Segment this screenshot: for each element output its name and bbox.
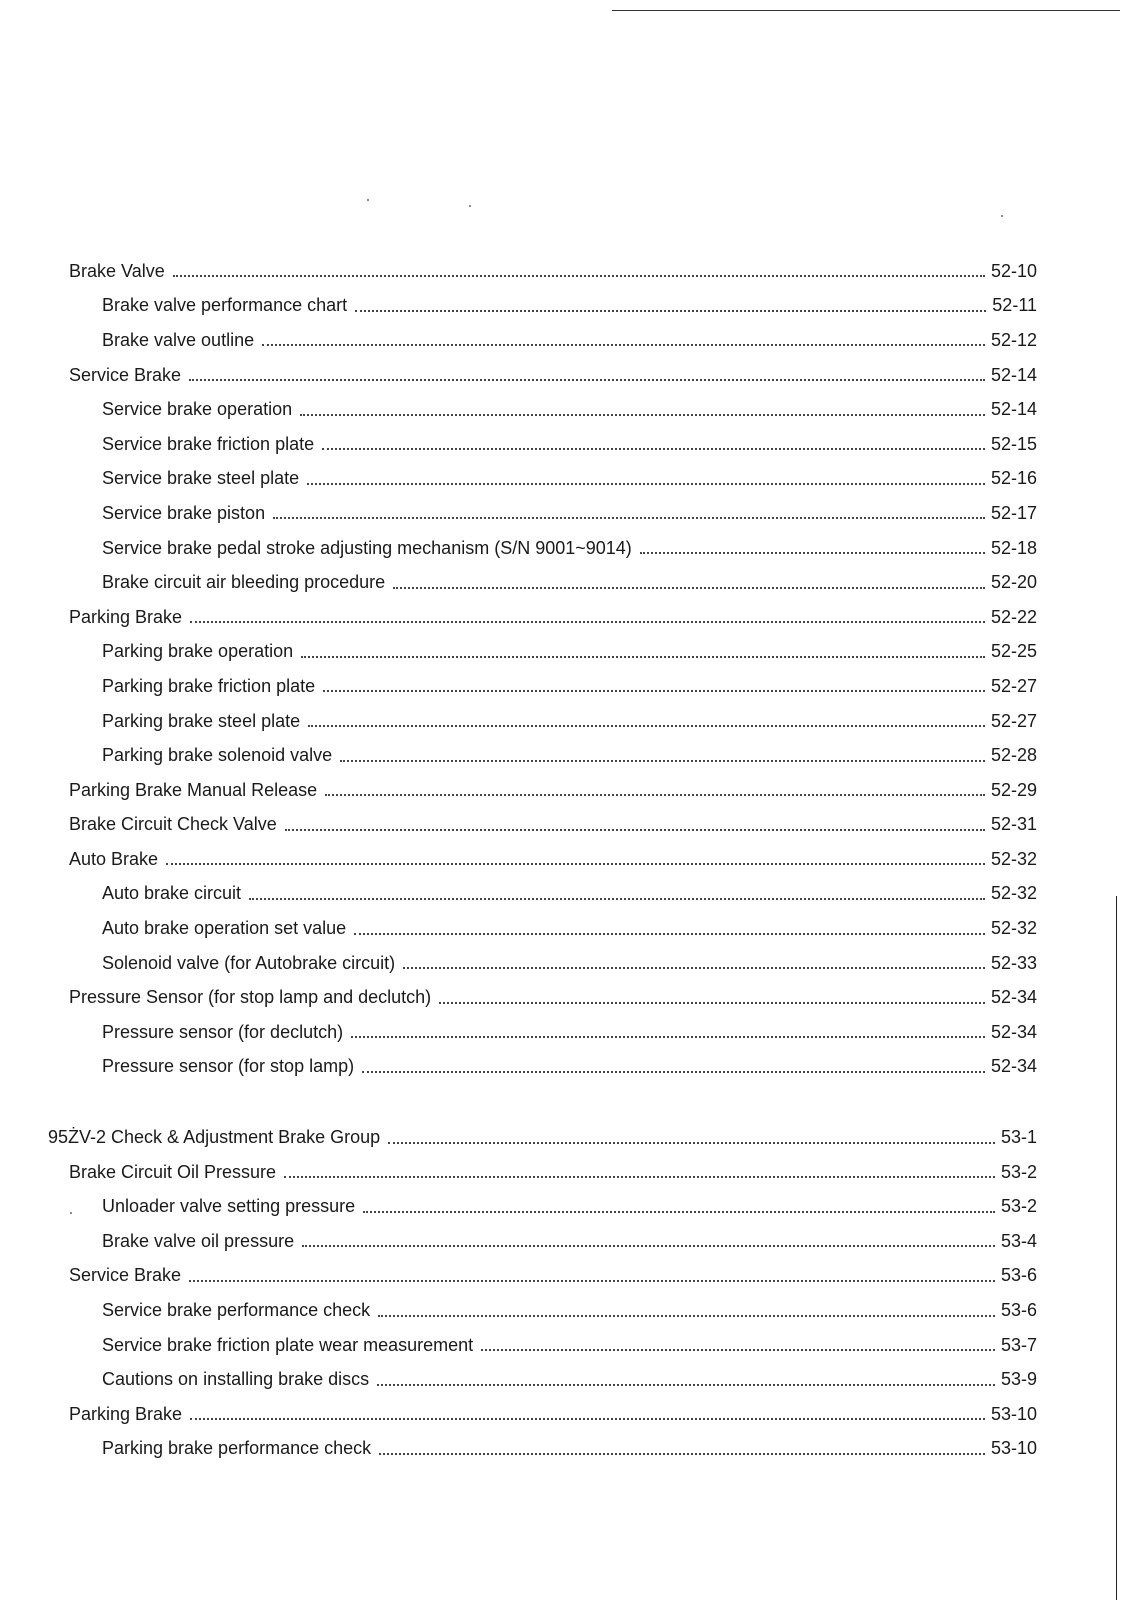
toc-entry[interactable]	[0, 773, 1131, 808]
toc-entry[interactable]	[0, 1189, 1131, 1224]
dot-leader	[481, 1349, 995, 1351]
top-rule	[612, 10, 1120, 11]
toc-entry-title: Parking brake performance check	[102, 1438, 372, 1459]
toc-entry[interactable]	[0, 254, 1131, 289]
toc-entry-page: 53-6	[1000, 1300, 1037, 1321]
toc-entry-title: Brake valve oil pressure	[102, 1230, 295, 1251]
toc-entry[interactable]	[0, 358, 1131, 393]
dot-leader	[640, 552, 985, 554]
dot-leader	[301, 656, 985, 658]
toc-entry[interactable]	[0, 946, 1131, 981]
toc-entry[interactable]	[0, 1397, 1131, 1432]
toc-entry-page: 52-34	[990, 987, 1037, 1008]
dot-leader	[354, 933, 985, 935]
toc-entry-page: 53-10	[990, 1403, 1037, 1424]
dot-leader	[307, 483, 985, 485]
dot-leader	[262, 344, 985, 346]
toc-entry-page: 52-20	[990, 572, 1037, 593]
dot-leader	[173, 275, 985, 277]
toc-entry-page: 53-7	[1000, 1334, 1037, 1355]
toc-entry-title: Service brake friction plate	[102, 433, 315, 454]
toc-entry-page: 52-31	[990, 814, 1037, 835]
dot-leader	[377, 1384, 995, 1386]
toc-entry[interactable]	[0, 1259, 1131, 1294]
toc-entry-title: Parking brake solenoid valve	[102, 745, 333, 766]
toc-entry-page: 52-28	[990, 745, 1037, 766]
toc-entry[interactable]	[0, 1362, 1131, 1397]
toc-entry[interactable]	[0, 1224, 1131, 1259]
toc-entry-page: 52-15	[990, 433, 1037, 454]
toc-entry[interactable]	[0, 565, 1131, 600]
toc-entry[interactable]	[0, 1120, 1131, 1155]
dot-leader	[363, 1211, 995, 1213]
dot-leader	[388, 1142, 995, 1144]
toc-entry-page: 52-12	[990, 329, 1037, 350]
toc-entry-page: 52-14	[990, 399, 1037, 420]
dot-leader	[439, 1002, 985, 1004]
toc-entry-title: Pressure sensor (for stop lamp)	[102, 1056, 355, 1077]
toc-entry-title: Service Brake	[69, 364, 182, 385]
dot-leader	[325, 794, 985, 796]
toc-entry[interactable]	[0, 1155, 1131, 1190]
toc-entry[interactable]	[0, 980, 1131, 1015]
toc-entry-page: 52-27	[990, 710, 1037, 731]
toc-entry[interactable]	[0, 600, 1131, 635]
toc-entry[interactable]	[0, 392, 1131, 427]
toc-entry[interactable]	[0, 1328, 1131, 1363]
toc-entry[interactable]	[0, 704, 1131, 739]
toc-entry[interactable]	[0, 323, 1131, 358]
dot-leader	[362, 1071, 985, 1073]
toc-entry[interactable]	[0, 669, 1131, 704]
toc-entry-title: Brake Circuit Oil Pressure	[69, 1161, 277, 1182]
dot-leader	[378, 1315, 995, 1317]
toc-entry-page: 53-10	[990, 1438, 1037, 1459]
toc-entry[interactable]	[0, 842, 1131, 877]
toc-entry-title: Service brake steel plate	[102, 468, 300, 489]
dot-leader	[190, 1418, 985, 1420]
dot-leader	[393, 587, 985, 589]
toc-entry-title: Service brake pedal stroke adjusting mechanism (S/N 9001~9014)	[102, 537, 632, 558]
toc-entry-title: Parking Brake Manual Release	[69, 779, 318, 800]
dot-leader	[302, 1245, 995, 1247]
dot-leader	[273, 517, 985, 519]
toc-entry-page: 52-34	[990, 1056, 1037, 1077]
scan-speck	[367, 199, 369, 201]
toc-entry-page: 52-34	[990, 1021, 1037, 1042]
toc-entry-title: Brake Valve	[69, 260, 165, 281]
toc-entry-page: 52-25	[990, 641, 1037, 662]
toc-entry-title: Service brake operation	[102, 399, 293, 420]
section-gap	[0, 1084, 1131, 1120]
dot-leader	[285, 829, 985, 831]
dot-leader	[308, 725, 985, 727]
toc-entry-title: Parking brake operation	[102, 641, 294, 662]
dot-leader	[189, 379, 985, 381]
dot-leader	[249, 898, 985, 900]
toc-entry-page: 52-32	[990, 883, 1037, 904]
toc-entry[interactable]	[0, 531, 1131, 566]
toc-entry-title: Parking brake steel plate	[102, 710, 301, 731]
toc-entry-title: Brake valve outline	[102, 329, 255, 350]
toc-entry-title: Parking Brake	[69, 1403, 183, 1424]
toc-entry-page: 53-2	[1000, 1161, 1037, 1182]
toc-entry-title: Unloader valve setting pressure	[102, 1196, 356, 1217]
toc-entry-page: 53-2	[1000, 1196, 1037, 1217]
toc-entry[interactable]	[0, 877, 1131, 912]
dot-leader	[379, 1453, 985, 1455]
toc-entry-page: 52-10	[990, 260, 1037, 281]
toc-entry-page: 53-6	[1000, 1265, 1037, 1286]
toc-entry-page: 52-33	[990, 952, 1037, 973]
toc-entry-title: 95ŻV-2 Check & Adjustment Brake Group	[48, 1127, 381, 1148]
toc-entry-page: 52-32	[990, 848, 1037, 869]
dot-leader	[300, 414, 985, 416]
dot-leader	[189, 1280, 995, 1282]
toc-entry-title: Pressure Sensor (for stop lamp and declutch)	[69, 987, 432, 1008]
toc-entry[interactable]	[0, 1050, 1131, 1085]
toc-entry-title: Brake valve performance chart	[102, 295, 348, 316]
toc-entry-page: 52-27	[990, 675, 1037, 696]
toc-entry-page: 52-14	[990, 364, 1037, 385]
toc-entry-title: Auto Brake	[69, 848, 159, 869]
toc-entry-title: Service brake piston	[102, 502, 266, 523]
toc-entry-title: Brake circuit air bleeding procedure	[102, 572, 386, 593]
toc-entry-page: 52-16	[990, 468, 1037, 489]
dot-leader	[322, 448, 985, 450]
toc-entry[interactable]	[0, 738, 1131, 773]
dot-leader	[284, 1176, 995, 1178]
toc-entry[interactable]	[0, 462, 1131, 497]
toc-entry-page: 53-4	[1000, 1230, 1037, 1251]
toc-entry[interactable]	[0, 635, 1131, 670]
toc-entry-title: Service Brake	[69, 1265, 182, 1286]
toc-entry-title: Auto brake operation set value	[102, 918, 347, 939]
scan-speck	[469, 205, 471, 207]
dot-leader	[340, 760, 985, 762]
dot-leader	[166, 863, 985, 865]
table-of-contents	[0, 254, 1131, 1466]
toc-entry-title: Parking Brake	[69, 606, 183, 627]
toc-entry-page: 52-11	[992, 295, 1037, 316]
toc-entry-page: 52-32	[990, 918, 1037, 939]
toc-entry-page: 52-17	[990, 502, 1037, 523]
toc-entry-title: Parking brake friction plate	[102, 675, 316, 696]
toc-entry[interactable]	[0, 1015, 1131, 1050]
toc-entry[interactable]	[0, 1293, 1131, 1328]
toc-entry-title: Service brake performance check	[102, 1300, 371, 1321]
dot-leader	[323, 690, 985, 692]
scan-speck	[1001, 215, 1003, 217]
dot-leader	[403, 967, 985, 969]
toc-entry-page: 52-22	[990, 606, 1037, 627]
toc-entry[interactable]	[0, 496, 1131, 531]
toc-entry[interactable]	[0, 911, 1131, 946]
toc-entry-page: 52-18	[990, 537, 1037, 558]
toc-entry-page: 53-9	[1000, 1369, 1037, 1390]
toc-entry-title: Auto brake circuit	[102, 883, 242, 904]
toc-entry[interactable]	[0, 1432, 1131, 1467]
toc-entry-page: 52-29	[990, 779, 1037, 800]
toc-entry-title: Brake Circuit Check Valve	[69, 814, 277, 835]
toc-entry-title: Pressure sensor (for declutch)	[102, 1021, 344, 1042]
toc-entry-title: Cautions on installing brake discs	[102, 1369, 370, 1390]
dot-leader	[351, 1036, 985, 1038]
toc-entry-page: 53-1	[1000, 1127, 1037, 1148]
toc-entry[interactable]	[0, 289, 1131, 324]
toc-entry-title: Solenoid valve (for Autobrake circuit)	[102, 952, 396, 973]
toc-entry-title: Service brake friction plate wear measurement	[102, 1334, 474, 1355]
dot-leader	[355, 310, 986, 312]
toc-entry[interactable]	[0, 808, 1131, 843]
toc-entry[interactable]	[0, 427, 1131, 462]
dot-leader	[190, 621, 985, 623]
